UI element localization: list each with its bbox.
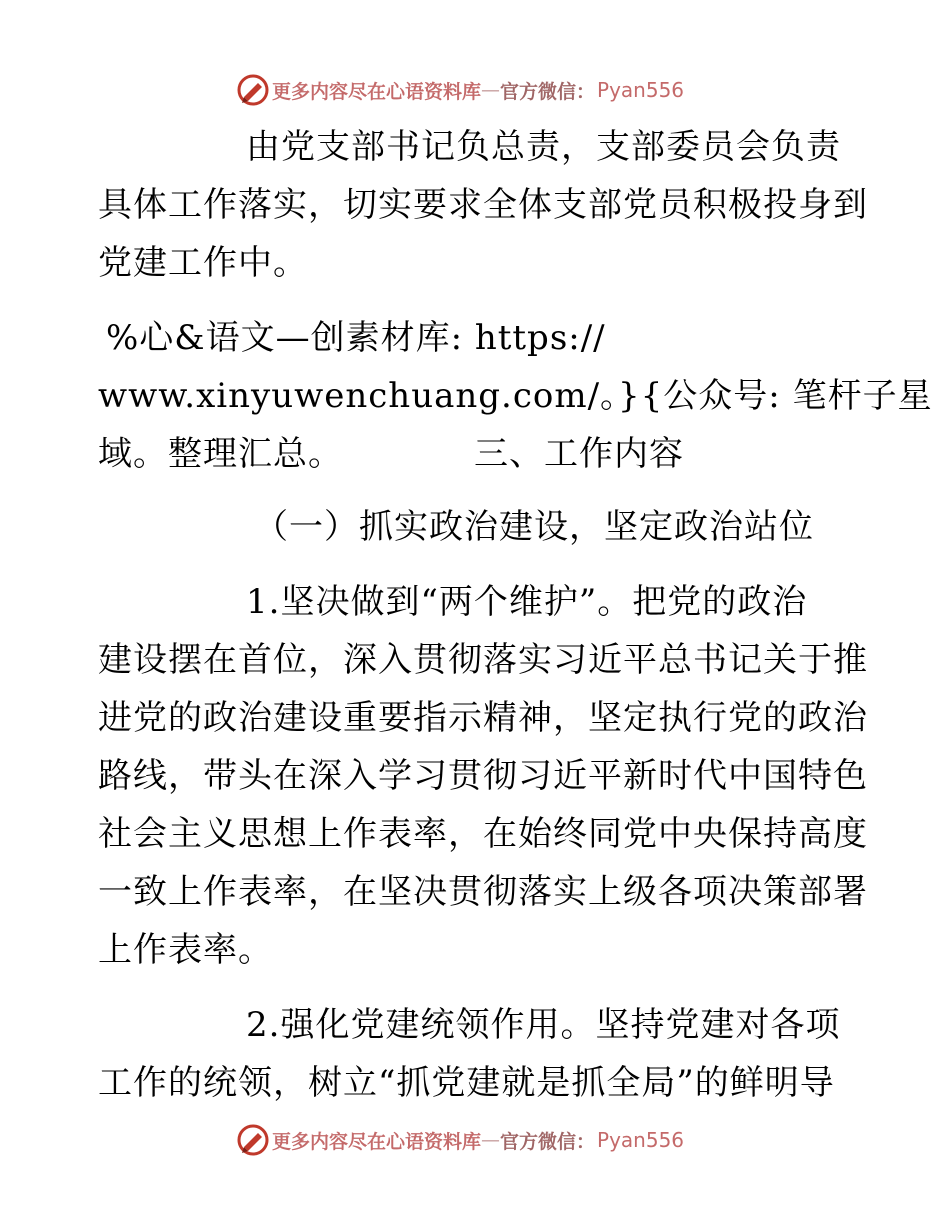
paragraph-1-line-1: 由党支部书记负总责，支部委员会负责	[246, 127, 841, 167]
banner-slogan: 更多内容尽在心语资料库	[272, 1130, 482, 1153]
section-title: 三、工作内容	[474, 434, 684, 474]
banner-slogan: 更多内容尽在心语资料库	[272, 80, 482, 103]
item-1-line-2: 建设摆在首位，深入贯彻落实习近平总书记关于推	[98, 640, 868, 680]
banner-wechat-label: 官方微信：	[500, 80, 596, 103]
header-banner	[236, 72, 716, 108]
watermark-line-1: %心&语文—创素材库: https://	[106, 318, 606, 358]
watermark-line-3: 域。整理汇总。	[98, 434, 343, 474]
banner-wechat-id: Pyan556	[597, 1128, 685, 1152]
footer-banner	[236, 1122, 716, 1158]
item-1-line-4: 路线，带头在深入学习贯彻习近平新时代中国特色	[98, 756, 868, 796]
banner-wechat-id: Pyan556	[597, 78, 685, 102]
item-1-line-1: 1.坚决做到“两个维护”。把党的政治	[246, 582, 808, 622]
watermark-line-2: www.xinyuwenchuang.com/。}{公众号: 笔杆子星	[98, 376, 933, 416]
pen-logo-icon	[236, 73, 270, 107]
item-1-line-7: 上作表率。	[98, 930, 273, 970]
paragraph-1-line-3: 党建工作中。	[98, 243, 308, 283]
item-2-line-1: 2.强化党建统领作用。坚持党建对各项	[246, 1005, 841, 1045]
subsection-title: （一）抓实政治建设，坚定政治站位	[254, 507, 814, 547]
item-2-line-2: 工作的统领，树立“抓党建就是抓全局”的鲜明导	[98, 1063, 835, 1103]
banner-wechat-label: 官方微信：	[500, 1130, 596, 1153]
item-1-line-5: 社会主义思想上作表率，在始终同党中央保持高度	[98, 814, 868, 854]
item-1-line-3: 进党的政治建设重要指示精神，坚定执行党的政治	[98, 698, 868, 738]
banner-dash: —	[481, 1129, 501, 1151]
item-1-line-6: 一致上作表率，在坚决贯彻落实上级各项决策部署	[98, 872, 868, 912]
pen-logo-icon	[236, 1123, 270, 1157]
banner-dash: —	[481, 79, 501, 101]
paragraph-1-line-2: 具体工作落实，切实要求全体支部党员积极投身到	[98, 185, 868, 225]
